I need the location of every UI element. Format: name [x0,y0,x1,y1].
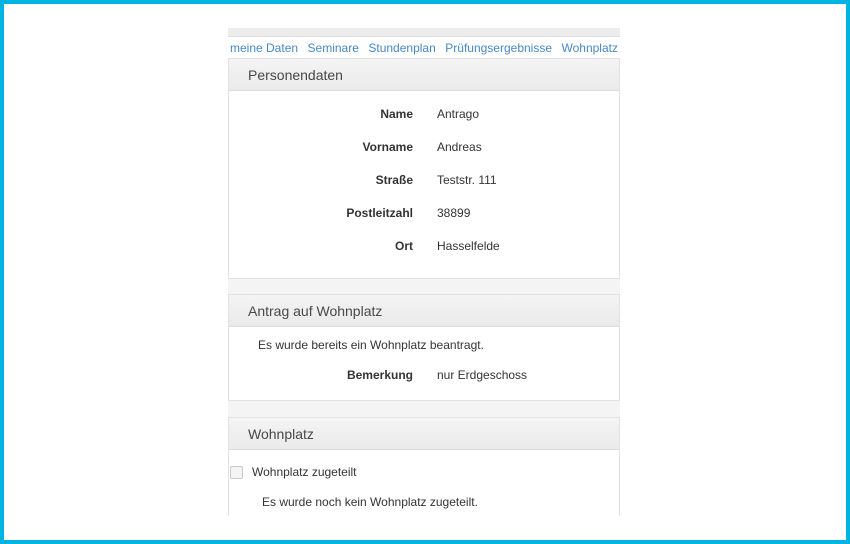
tab-meine-daten[interactable]: meine Daten [230,40,299,55]
vorname-label: Vorname [362,140,413,154]
wohnplatz-zugeteilt-label: Wohnplatz zugeteilt [252,465,357,479]
panel-wohnplatz-header [229,418,619,450]
wohnplatz-body [229,450,619,516]
tab-wohnplatz[interactable]: Wohnplatz [561,40,618,55]
panel-antrag-header [229,295,619,327]
form-row-vorname [229,137,619,157]
wohnplatz-zugeteilt-row [229,464,619,480]
name-label: Name [380,107,413,121]
postleitzahl-label: Postleitzahl [346,206,413,220]
panel-personendaten [228,58,620,279]
panel-gap [228,401,620,417]
wohnplatz-status-text: Es wurde noch kein Wohnplatz zugeteilt. [262,495,478,509]
postleitzahl-value: 38899 [437,206,471,220]
panel-wohnplatz-title: Wohnplatz [248,425,314,442]
panel-personendaten-title: Personendaten [248,66,343,83]
strasse-value: Teststr. 111 [437,173,497,187]
tab-stundenplan[interactable]: Stundenplan [368,40,436,55]
portal-content [228,28,620,516]
antrag-status-text: Es wurde bereits ein Wohnplatz beantragt. [258,338,484,352]
panel-antrag-auf-wohnplatz [228,294,620,401]
personendaten-form [229,91,619,278]
name-value: Antrago [437,107,480,121]
bemerkung-label: Bemerkung [346,368,413,382]
tab-pruefungsergebnisse[interactable]: Prüfungsergebnisse [445,40,552,55]
form-row-strasse [229,170,619,190]
form-row-ort [229,236,619,256]
ort-label: Ort [395,239,413,253]
panel-personendaten-header [229,59,619,91]
bemerkung-value: nur Erdgeschoss [437,368,528,382]
panel-gap [228,279,620,294]
strasse-label: Straße [375,173,413,187]
ort-value: Hasselfelde [437,239,500,253]
panel-antrag-title: Antrag auf Wohnplatz [248,302,383,319]
tab-bar [228,37,620,58]
wohnplatz-zugeteilt-checkbox[interactable] [230,466,243,479]
form-row-name [229,104,619,124]
header-strip [228,28,620,37]
vorname-value: Andreas [437,140,482,154]
form-row-postleitzahl [229,203,619,223]
panel-wohnplatz [228,417,620,516]
tab-seminare[interactable]: Seminare [307,40,359,55]
antrag-body [229,327,619,400]
form-row-bemerkung [229,365,619,385]
